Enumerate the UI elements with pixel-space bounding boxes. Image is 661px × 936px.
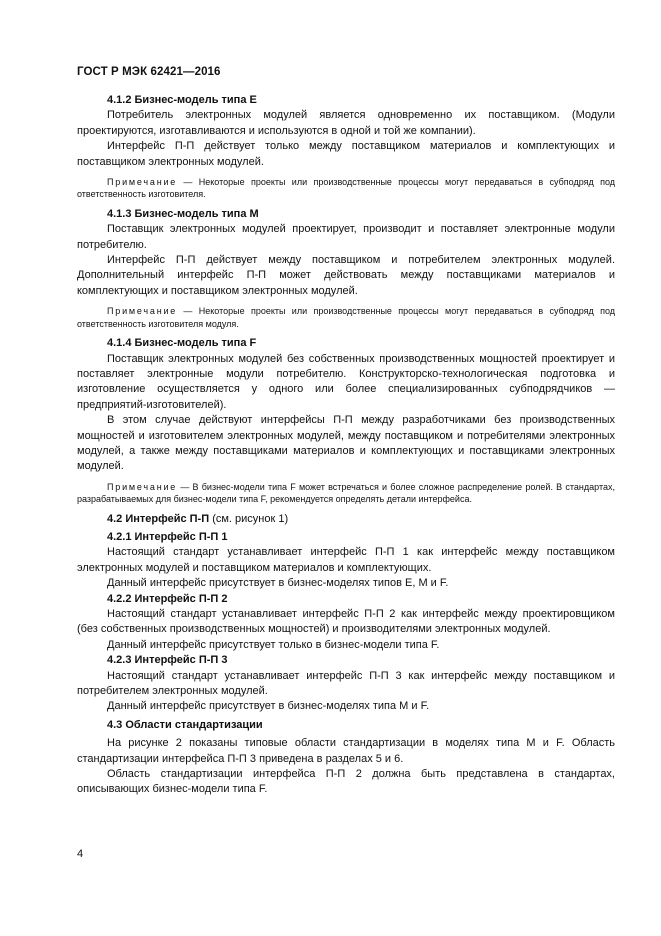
paragraph: На рисунке 2 показаны типовые области стандартизации в моделях типа М и F. Область стандартизации интерфейса П-П 3 приведена в разделах 5 и 6. (77, 737, 615, 765)
note-label: Примечание (107, 177, 178, 188)
heading-bold: 4.2 Интерфейс П-П (107, 512, 210, 525)
paragraph: Настоящий стандарт устанавливает интерфейс П-П 3 как интерфейс между поставщиком и потребителем электронных модулей. (77, 669, 615, 698)
note-text: — Некоторые проекты или производственные процессы могут передаваться в субподряд под ответственность изготовителя. (77, 177, 615, 200)
note-label: Примечание (107, 481, 178, 492)
note (77, 481, 615, 506)
note-label: Примечание (107, 306, 178, 317)
section-4-2-2-heading: 4.2.2 Интерфейс П-П 2 (107, 592, 228, 605)
paragraph: В этом случае действуют интерфейсы П-П между разработчиками без производственных мощностей и изготовителем электронных модулей, между поставщиком и потребителями электронных модулей, а также между поставщиками материалов и комплектующих и поставщиками электронных модулей. (77, 414, 615, 473)
paragraph: Поставщик электронных модулей проектирует, производит и поставляет электронные модули потребителю. (77, 223, 615, 251)
paragraph: Настоящий стандарт устанавливает интерфейс П-П 1 как интерфейс между поставщиком электронных модулей и поставщиком материалов и комплектующих. (77, 546, 615, 574)
paragraph: Интерфейс П-П действует только между поставщиком материалов и комплектующих и поставщиком электронных модулей. (77, 140, 615, 168)
paragraph: Поставщик электронных модулей без собственных производственных мощностей проектирует и поставляет электронные модули потребителю. Конструкторско-технологическая подготовка и изготовление осуществляется у одного или более специализированных субподрядчиков — предприятий-изготовителей). (77, 352, 615, 411)
section-4-1-3-heading: 4.1.3 Бизнес-модель типа М (107, 207, 259, 220)
section-4-2-heading (77, 512, 615, 527)
section-4-2-3-heading: 4.2.3 Интерфейс П-П 3 (107, 654, 228, 667)
page-number: 4 (77, 848, 84, 860)
paragraph: Данный интерфейс присутствует в бизнес-моделях типов Е, М и F. (107, 577, 449, 590)
document-header: ГОСТ Р МЭК 62421—2016 (77, 66, 221, 78)
paragraph: Интерфейс П-П действует между поставщиком и потребителем электронных модулей. Дополнительный интерфейс П-П может действовать между поставщиками материалов и комплектующих и поставщиком электронных модулей. (77, 254, 615, 297)
paragraph: Данный интерфейс присутствует в бизнес-моделях типа М и F. (107, 700, 430, 713)
page-content (77, 93, 615, 798)
section-4-3-heading: 4.3 Области стандартизации (107, 718, 263, 731)
figure-reference: (см. рисунок 1) (209, 512, 289, 525)
section-4-1-4-heading: 4.1.4 Бизнес-модель типа F (107, 337, 257, 350)
note (77, 176, 615, 201)
paragraph: Потребитель электронных модулей является одновременно их поставщиком. (Модули проектируются, изготавливаются и используются в одной и той же компании). (77, 109, 615, 137)
paragraph: Настоящий стандарт устанавливает интерфейс П-П 2 как интерфейс между проектировщиком (без собственных производственных мощностей) и производителями электронных модулей. (77, 608, 615, 636)
paragraph: Область стандартизации интерфейса П-П 2 должна быть представлена в стандартах, описывающих бизнес-модели типа F. (77, 768, 615, 796)
section-4-2-1-heading: 4.2.1 Интерфейс П-П 1 (107, 530, 228, 543)
section-4-1-2-heading: 4.1.2 Бизнес-модель типа Е (107, 94, 257, 106)
note (77, 305, 615, 330)
paragraph: Данный интерфейс присутствует только в бизнес-модели типа F. (107, 638, 440, 651)
note-text: — Некоторые проекты или производственные процессы могут передаваться в субподряд под ответственность изготовителя модуля. (77, 306, 615, 329)
note-text: — В бизнес-модели типа F может встречаться и более сложное распределение ролей. В стандартах, разрабатываемых для бизнес-модели типа F, рекомендуется определять детали интерфейса. (77, 481, 615, 505)
